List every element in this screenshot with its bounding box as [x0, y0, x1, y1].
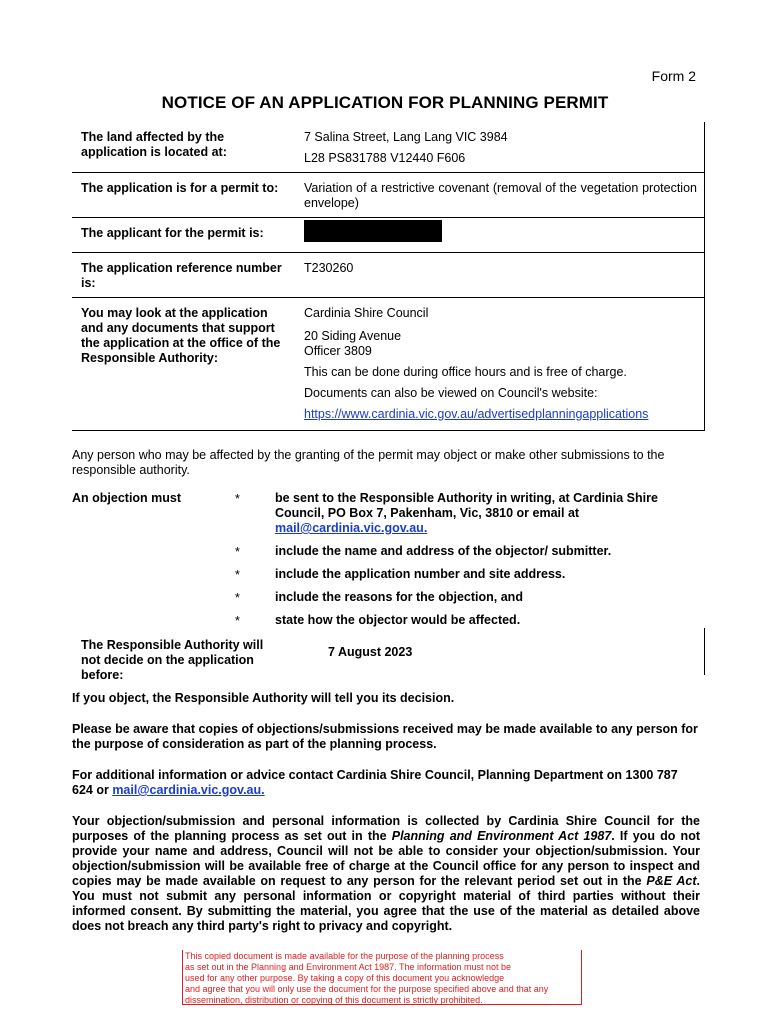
intro-paragraph: Any person who may be affected by the granting of the permit may object or make other submissions to the responsible authority. — [72, 448, 665, 477]
applicant-value — [298, 218, 704, 252]
office-row — [72, 298, 704, 431]
stamp-line: as set out in the Planning and Environment Act 1987. The information must not be — [185, 962, 512, 972]
permit-value: Variation of a restrictive covenant (removal of the vegetation protection envelope) — [304, 181, 697, 210]
land-row — [72, 122, 704, 173]
bullet-star: * — [235, 591, 240, 605]
act-name: Planning and Environment Act 1987 — [391, 829, 612, 843]
decision-date-box — [72, 628, 705, 682]
office-label: You may look at the application and any documents that support the application at the office of the Responsible Authority: — [81, 306, 281, 365]
decision-notice: If you object, the Responsible Authority will tell you its decision. — [72, 691, 455, 705]
office-address-2: Officer 3809 — [304, 344, 372, 358]
form-number: Form 2 — [651, 68, 696, 84]
permit-row — [72, 173, 704, 218]
redacted-applicant-box — [304, 220, 442, 242]
office-name: Cardinia Shire Council — [304, 306, 429, 320]
reference-value: T230260 — [304, 261, 354, 275]
objection-heading: An objection must — [72, 491, 182, 505]
stamp-line: used for any other purpose. By taking a copy of this document you acknowledge — [185, 973, 505, 983]
bullet-star: * — [235, 492, 240, 506]
list-item: * be sent to the Responsible Authority in writing, at Cardinia Shire Council, PO Box 7, Pakenham, Vic, 3810 or email at mail@cardinia.vic.gov.au. — [235, 491, 658, 535]
objection-email-link[interactable]: mail@cardinia.vic.gov.au. — [275, 521, 428, 535]
objection-requirements-list — [235, 491, 700, 636]
list-item: * include the name and address of the objector/ submitter. — [235, 544, 612, 559]
privacy-notice: Your objection/submission and personal information is collected by Cardinia Shire Council for the purposes of the planning process as set out in the Planning and Environment Act 1987. If you do not provide your name and address, Council will not be able to consider your objection/submission. Your objection/submission will be available free of charge at the Council office for any person to inspect and copies may be made available on request to any person for the relevant period set out in the P&E Act. You must not submit any personal information or copyright material of third parties without their informed consent. By submitting the material, you agree that the use of the material as detailed above does not breach any third party's right to privacy and copyright. — [72, 814, 700, 933]
page-title: NOTICE OF AN APPLICATION FOR PLANNING PERMIT — [161, 93, 609, 112]
office-hours: This can be done during office hours and is free of charge. — [304, 365, 627, 379]
website-text: Documents can also be viewed on Council's website: — [304, 386, 598, 400]
land-label: The land affected by the application is located at: — [81, 130, 227, 159]
contact-notice: For additional information or advice contact Cardinia Shire Council, Planning Department on 1300 787 624 or mail@cardinia.vic.gov.au. — [72, 768, 678, 797]
land-address: 7 Salina Street, Lang Lang VIC 3984 — [304, 130, 508, 144]
copyright-stamp — [182, 950, 582, 1005]
land-title-ref: L28 PS831788 V12440 F606 — [304, 151, 466, 165]
office-address-1: 20 Siding Avenue — [304, 329, 402, 343]
bullet-star: * — [235, 568, 240, 582]
decision-date: 7 August 2023 — [328, 645, 413, 659]
list-item: * state how the objector would be affected. — [235, 613, 521, 628]
land-value — [298, 122, 704, 172]
reference-label: The application reference number is: — [81, 261, 282, 290]
applicant-label: The applicant for the permit is: — [81, 226, 264, 240]
applicant-row — [72, 218, 704, 253]
bullet-star: * — [235, 614, 240, 628]
reference-row — [72, 253, 704, 298]
permit-label: The application is for a permit to: — [81, 181, 279, 195]
decision-label: The Responsible Authority will not decide on the application before: — [81, 638, 264, 682]
application-details-table — [72, 122, 705, 431]
website-link[interactable]: https://www.cardinia.vic.gov.au/advertisedplanningapplications — [304, 407, 649, 421]
act-short-name: P&E Act — [646, 874, 697, 888]
list-item: * include the reasons for the objection, and — [235, 590, 523, 605]
copies-notice: Please be aware that copies of objections/submissions received may be made available to any person for the purpose of consideration as part of the planning process. — [72, 722, 698, 751]
stamp-line: This copied document is made available for the purpose of the planning process — [185, 951, 504, 961]
stamp-line: and agree that you will only use the document for the purpose specified above and that any — [185, 984, 549, 994]
bullet-star: * — [235, 545, 240, 559]
stamp-line: dissemination, distribution or copying of this document is strictly prohibited. — [185, 995, 483, 1005]
list-item: * include the application number and site address. — [235, 567, 566, 582]
contact-email-link[interactable]: mail@cardinia.vic.gov.au. — [112, 783, 265, 797]
office-value — [298, 298, 704, 428]
